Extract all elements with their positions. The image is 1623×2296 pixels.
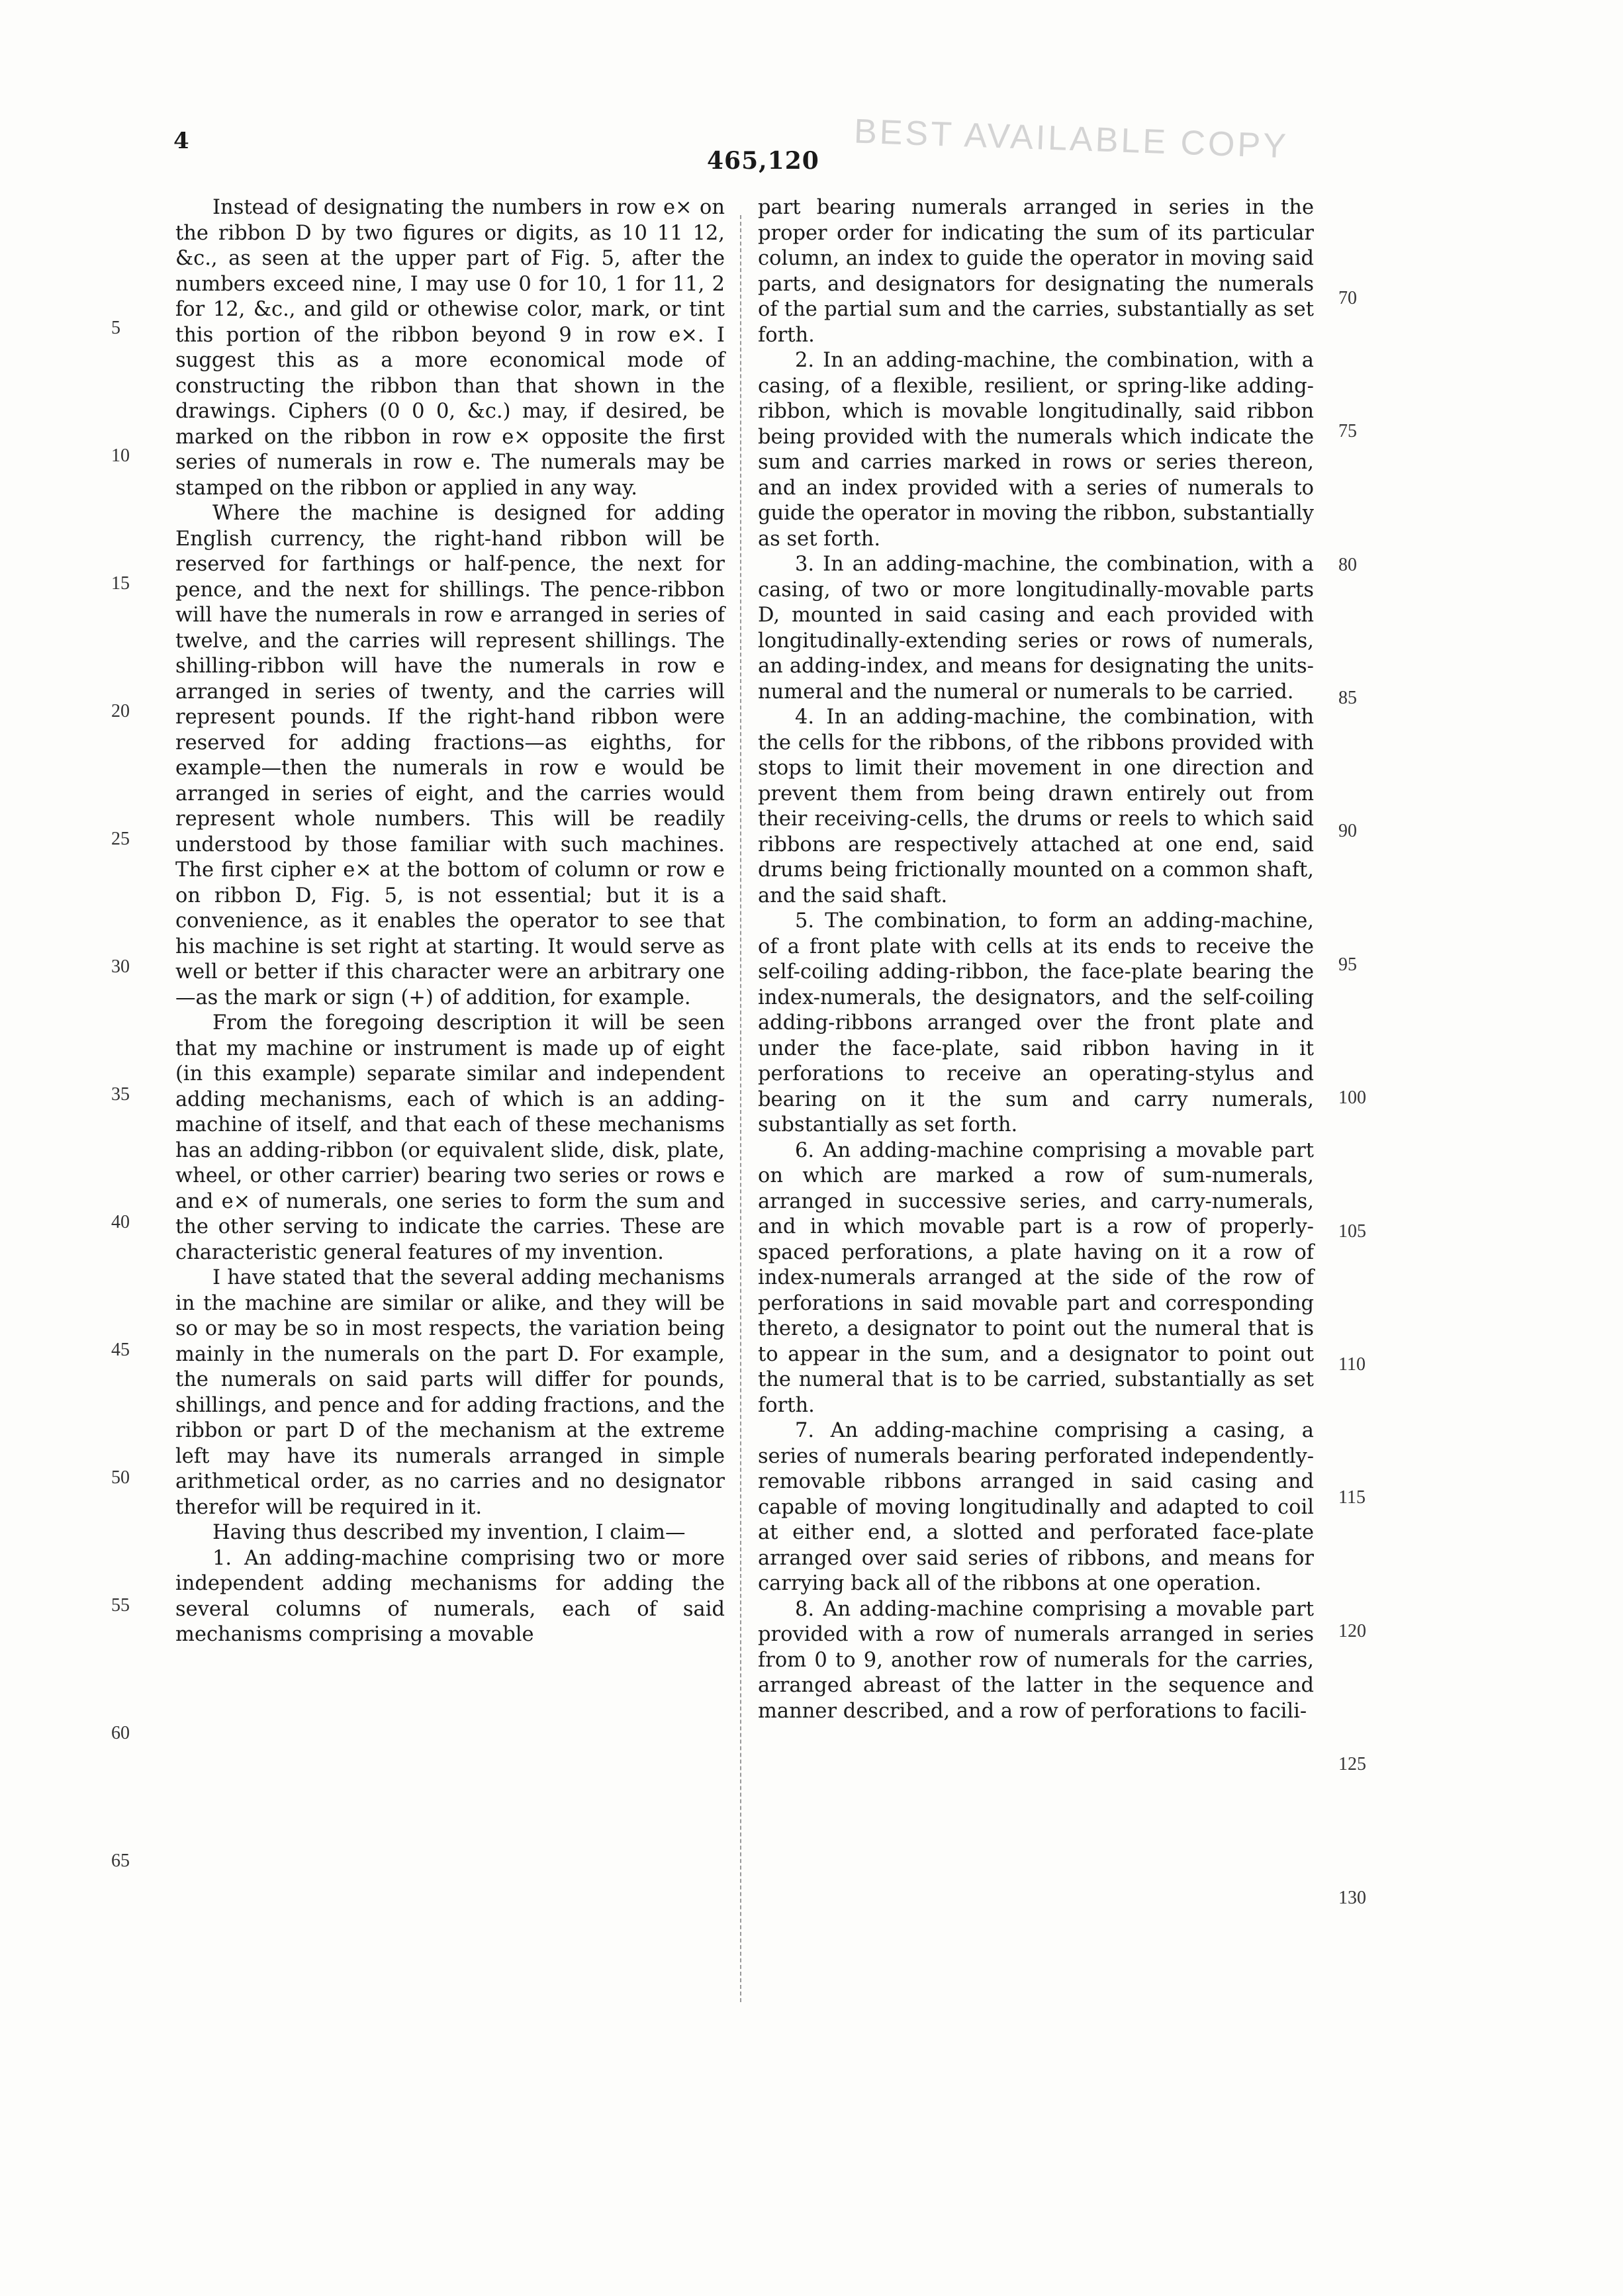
line-number: 90 [1338, 821, 1357, 841]
paragraph: Having thus described my invention, I claim— [212, 1521, 686, 1544]
line-number: 35 [111, 1084, 130, 1105]
line-number: 45 [111, 1340, 130, 1360]
paragraph: 4. In an adding-machine, the combination, with the cells for the ribbons, of the ribbons provided with stops to limit their movement in one direction and prevent them from being drawn entirely out from their receiving-cells, the drums or reels to which said ribbons are respectively attached at one end, said drums being frictionally mounted on a common shaft, and the said shaft. [758, 706, 1314, 907]
line-number: 75 [1338, 421, 1357, 441]
paragraph: 7. An adding-machine comprising a casing, a series of numerals bearing perforated independently-removable ribbons arranged in said casing and capable of moving longitudinally and adapted to coil at either end, a slotted and perforated face-plate arranged over said series of ribbons, and means for carrying back all of the ribbons at one operation. [758, 1419, 1314, 1595]
left-column [175, 195, 725, 1648]
line-number: 55 [111, 1595, 130, 1616]
line-number: 130 [1338, 1888, 1366, 1908]
paragraph: I have stated that the several adding mechanisms in the machine are similar or alike, and they will be so or may be so in most respects, the variation being mainly in the numerals on the part D. For example, the numerals on said parts will differ for pounds, shillings, and pence and for adding fractions, and the ribbon or part D of the mechanism at the extreme left may have its numerals arranged in simple arithmetical order, as no carries and no designator therefor will be required in it. [175, 1266, 725, 1519]
paragraph: part bearing numerals arranged in series in the proper order for indicating the sum of its particular column, an index to guide the operator in moving said parts, and designators for designating the numerals of the partial sum and the carries, substantially as set forth. [758, 196, 1314, 347]
paragraph: Where the machine is designed for adding English currency, the right-hand ribbon will be reserved for farthings or half-pence, the next for pence, and the next for shillings. The pence-ribbon will have the numerals in row e arranged in series of twelve, and the carries will represent shillings. The shilling-ribbon will have the numerals in row e arranged in series of twenty, and the carries will represent pounds. If the right-hand ribbon were reserved for adding fractions—as eighths, for example—then the numerals in row e would be arranged in series of eight, and the carries would represent whole numbers. This will be readily understood by those familiar with such machines. The first cipher e× at the bottom of column or row e on ribbon D, Fig. 5, is not essential; but it is a convenience, as it enables the operator to see that his machine is set right at starting. It would serve as well or better if this character were an arbitrary one—as the mark or sign (+) of addition, for example. [175, 502, 725, 1009]
line-number: 40 [111, 1212, 130, 1232]
line-number: 10 [111, 445, 130, 466]
line-number: 5 [111, 318, 120, 338]
line-number: 20 [111, 701, 130, 721]
line-number: 120 [1338, 1621, 1366, 1641]
paragraph: 8. An adding-machine comprising a movable part provided with a row of numerals arranged in series from 0 to 9, another row of numerals for the carries, arranged abreast of the latter in the sequence and manner described, and a row of perforations to facili- [758, 1597, 1314, 1723]
paragraph: 2. In an adding-machine, the combination, with a casing, of a flexible, resilient, or spring-like adding-ribbon, which is movable longitudinally, said ribbon being provided with the numerals which indicate the sum and carries marked in rows or series thereon, and an index provided with a series of numerals to guide the operator in moving the ribbon, substantially as set forth. [758, 349, 1314, 551]
line-number: 125 [1338, 1754, 1366, 1774]
patent-number: 465,120 [707, 147, 819, 175]
line-number: 50 [111, 1467, 130, 1488]
line-number: 65 [111, 1851, 130, 1871]
paragraph: 6. An adding-machine comprising a movable part on which are marked a row of sum-numerals, arranged in successive series, and carry-numerals, and in which movable part is a row of properly-spaced perforations, a plate having on it a row of index-numerals arranged at the side of the row of perforations in said movable part and corresponding thereto, a designator to point out the numeral that is to appear in the sum, and a designator to point out the numeral that is to be carried, substantially as set forth. [758, 1138, 1314, 1417]
line-number: 115 [1338, 1487, 1366, 1508]
column-divider [740, 215, 741, 2002]
line-number: 15 [111, 573, 130, 594]
line-number: 60 [111, 1723, 130, 1743]
page-number: 4 [173, 128, 189, 154]
paragraph: 3. In an adding-machine, the combination, with a casing, of two or more longitudinally-movable parts D, mounted in said casing and each provided with longitudinally-extending series or rows of numerals, an adding-index, and means for designating the units-numeral and the numeral or numerals to be carried. [758, 553, 1314, 704]
paragraph: Instead of designating the numbers in row e× on the ribbon D by two figures or digits, as 10 11 12, &c., as seen at the upper part of Fig. 5, after the numbers exceed nine, I may use 0 for 10, 1 for 11, 2 for 12, &c., and gild or othewise color, mark, or tint this portion of the ribbon beyond 9 in row e×. I suggest this as a more economical mode of constructing the ribbon than that shown in the drawings. Ciphers (0 0 0, &c.) may, if desired, be marked on the ribbon in row e× opposite the first series of numerals in row e. The numerals may be stamped on the ribbon or applied in any way. [175, 196, 725, 500]
line-number: 80 [1338, 555, 1357, 575]
line-number: 85 [1338, 688, 1357, 708]
paragraph: From the foregoing description it will be seen that my machine or instrument is made up of eight (in this example) separate similar and independent adding mechanisms, each of which is an adding-machine of itself, and that each of these mechanisms has an adding-ribbon (or equivalent slide, disk, plate, wheel, or other carrier) bearing two series or rows e and e× of numerals, one series to form the sum and the other serving to indicate the carries. These are characteristic general features of my invention. [175, 1011, 725, 1264]
best-available-copy-stamp: BEST AVAILABLE COPY [853, 112, 1289, 166]
line-number: 25 [111, 829, 130, 849]
line-number: 30 [111, 956, 130, 977]
line-number: 95 [1338, 954, 1357, 975]
line-number: 105 [1338, 1221, 1366, 1242]
line-number: 100 [1338, 1087, 1366, 1108]
paragraph: 5. The combination, to form an adding-machine, of a front plate with cells at its ends to receive the self-coiling adding-ribbon, the face-plate bearing the index-numerals, the designators, and the self-coiling adding-ribbons arranged over the front plate and under the face-plate, said ribbon having in it perforations to receive an operating-stylus and bearing on it the sum and carry numerals, substantially as set forth. [758, 909, 1314, 1136]
right-column [758, 195, 1314, 1724]
line-number: 70 [1338, 288, 1357, 308]
paragraph: 1. An adding-machine comprising two or more independent adding mechanisms for adding the several columns of numerals, each of said mechanisms comprising a movable [175, 1546, 725, 1646]
line-number: 110 [1338, 1354, 1366, 1375]
